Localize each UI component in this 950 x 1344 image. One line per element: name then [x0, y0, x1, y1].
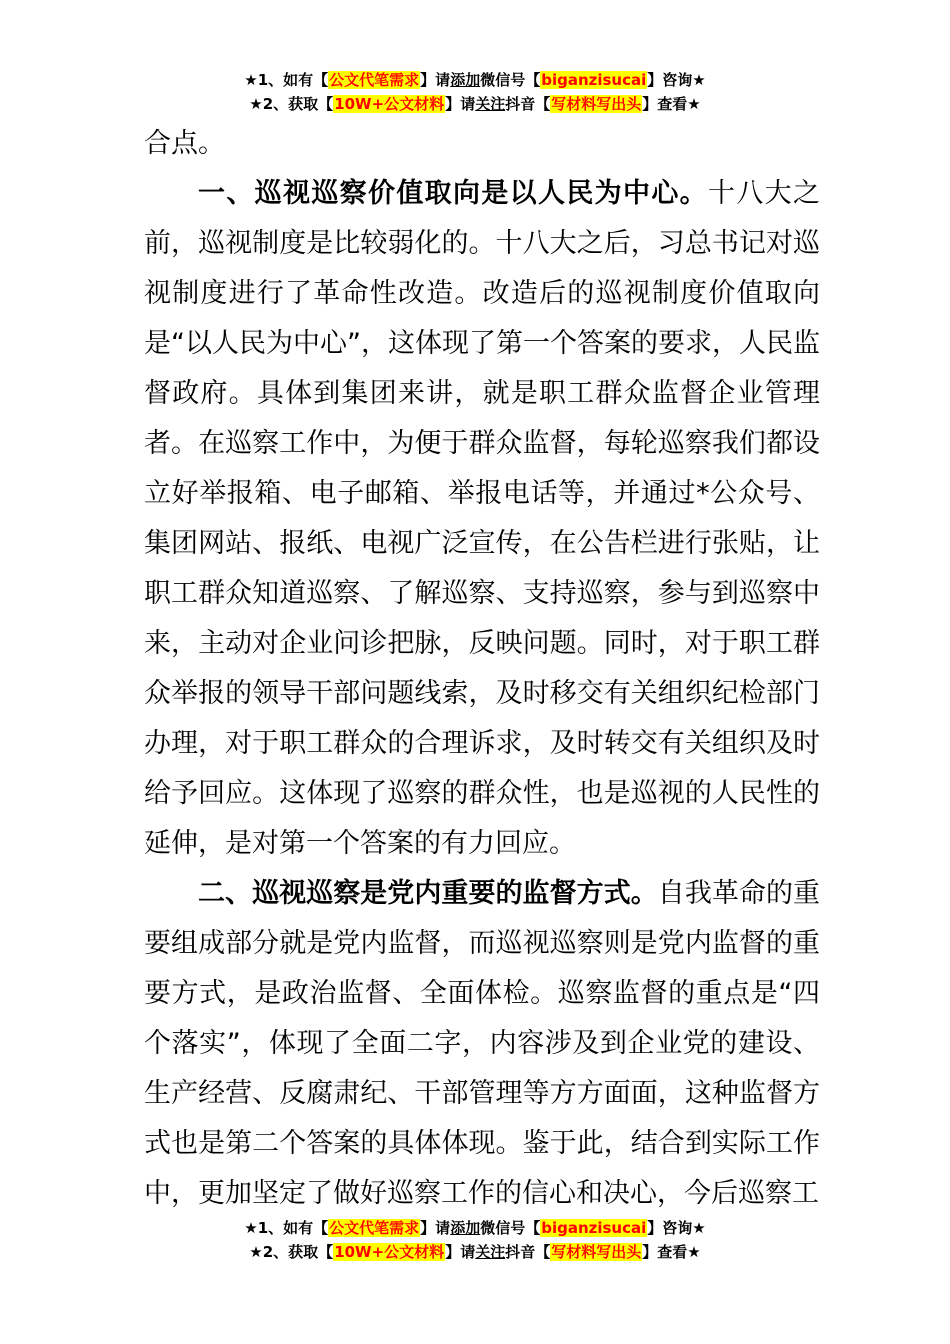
banner-text: 微信号【 [480, 1219, 541, 1237]
banner-text: ★2、获取【 [249, 1243, 334, 1261]
highlight-materials: 10W+公文材料 [334, 1243, 445, 1261]
banner-text: ★1、如有【 [244, 71, 329, 89]
banner-underlined-text: 关注 [475, 1243, 506, 1261]
banner-underlined-text: 添加 [450, 71, 481, 89]
banner-text: 】请 [420, 1219, 451, 1237]
section-heading-1: 一、巡视巡察价值取向是以人民为中心。 [198, 178, 708, 209]
paragraph-continuation: 合点。 [144, 128, 225, 159]
banner-underlined-text: 关注 [475, 95, 506, 113]
paragraph-people-centered [144, 169, 820, 869]
banner-underlined-text: 添加 [450, 1219, 481, 1237]
banner-text: 】请 [420, 71, 451, 89]
highlight-materials: 10W+公文材料 [334, 95, 445, 113]
highlight-service: 公文代笔需求 [329, 1219, 420, 1237]
paragraph-intra-party-supervision [144, 869, 820, 1219]
banner-text: 】咨询★ [647, 1219, 706, 1237]
banner-text: ★1、如有【 [244, 1219, 329, 1237]
paragraph-text: 自我革命的重要组成部分就是党内监督，而巡视巡察则是党内监督的重要方式，是政治监督、全面体检。巡察监督的重点是“四个落实”，体现了全面二字，内容涉及到企业党的建设、生产经营、反腐肃纪、干部管理等方方面面，这种监督方式也是第二个答案的具体体现。鉴于此，结合到实际工作中，更加坚定了做好巡察工作的信心和决心，今后巡察工 [144, 878, 821, 1209]
paragraph-text: 十八大之前，巡视制度是比较弱化的。十八大之后，习总书记对巡视制度进行了革命性改造。改造后的巡视制度价值取向是“以人民为中心”，这体现了第一个答案的要求，人民监督政府。具体到集团来讲，就是职工群众监督企业管理者。在巡察工作中，为便于群众监督，每轮巡察我们都设立好举报箱、电子邮箱、举报电话等，并通过*公众号、集团网站、报纸、电视广泛宣传，在公告栏进行张贴，让职工群众知道巡察、了解巡察、支持巡察，参与到巡察中来，主动对企业问诊把脉，反映问题。同时，对于职工群众举报的领导干部问题线索，及时移交有关组织纪检部门办理，对于职工群众的合理诉求，及时转交有关组织及时给予回应。这体现了巡察的群众性，也是巡视的人民性的延伸，是对第一个答案的有力回应。 [144, 178, 820, 859]
banner-text: 】咨询★ [647, 71, 706, 89]
banner-text: 】请 [445, 95, 476, 113]
highlight-douyin-account: 写材料写出头 [551, 95, 642, 113]
document-body [144, 119, 820, 1219]
banner-text: 】查看★ [642, 95, 701, 113]
highlight-wechat-id: biganzisucai [541, 71, 647, 89]
banner-line-1 [0, 68, 950, 92]
footer-banner [0, 1216, 950, 1264]
header-banner [0, 68, 950, 116]
banner-text: 】请 [445, 1243, 476, 1261]
banner-line-2 [0, 92, 950, 116]
banner-text: 抖音【 [505, 1243, 551, 1261]
highlight-wechat-id: biganzisucai [541, 1219, 647, 1237]
banner-text: 抖音【 [505, 95, 551, 113]
banner-line-1 [0, 1216, 950, 1240]
banner-text: 微信号【 [480, 71, 541, 89]
banner-text: 】查看★ [642, 1243, 701, 1261]
banner-text: ★2、获取【 [249, 95, 334, 113]
section-heading-2: 二、巡视巡察是党内重要的监督方式。 [198, 878, 658, 909]
banner-line-2 [0, 1240, 950, 1264]
highlight-douyin-account: 写材料写出头 [551, 1243, 642, 1261]
highlight-service: 公文代笔需求 [329, 71, 420, 89]
